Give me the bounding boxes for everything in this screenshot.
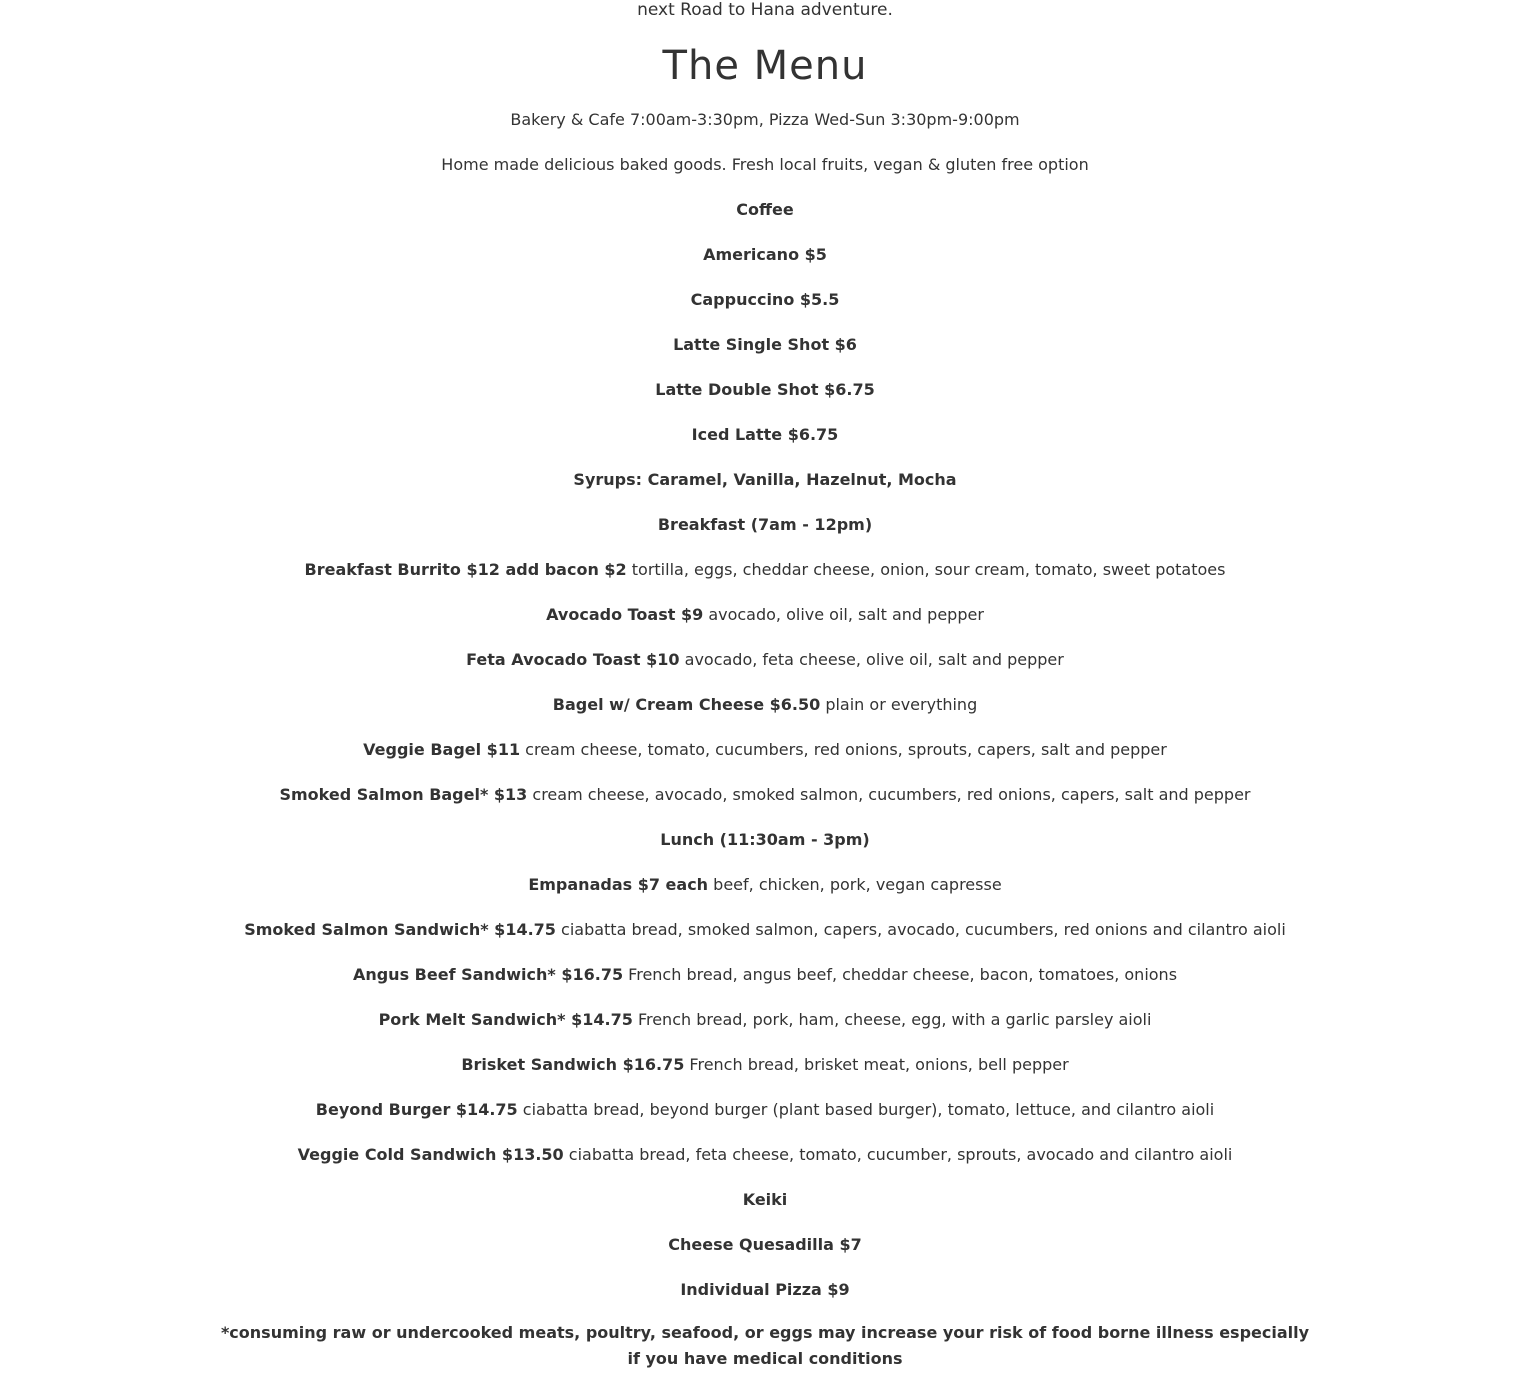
menu-item-description: ciabatta bread, smoked salmon, capers, avocado, cucumbers, red onions and cilantro aioli — [561, 920, 1286, 939]
menu-item-description: French bread, angus beef, cheddar cheese, bacon, tomatoes, onions — [628, 965, 1178, 984]
menu-item — [0, 603, 1530, 627]
menu-item-name: Beyond Burger $14.75 — [315, 1100, 518, 1119]
menu-item — [0, 828, 1530, 852]
menu-item — [0, 1278, 1530, 1302]
menu-item — [0, 378, 1530, 402]
menu-item — [0, 1143, 1530, 1167]
menu-item-description: avocado, olive oil, salt and pepper — [708, 605, 984, 624]
menu-item — [0, 243, 1530, 267]
menu-item-name: Smoked Salmon Bagel* $13 — [279, 785, 528, 804]
menu-item-description: cream cheese, avocado, smoked salmon, cucumbers, red onions, capers, salt and pepper — [532, 785, 1251, 804]
menu-item-name: Cheese Quesadilla $7 — [668, 1235, 862, 1254]
disclaimer-text: *consuming raw or undercooked meats, poultry, seafood, or eggs may increase your risk of food borne illness especially if you have medical conditions — [220, 1323, 1310, 1368]
menu-item-name: Feta Avocado Toast $10 — [466, 650, 680, 669]
menu-item-description: French bread, brisket meat, onions, bell pepper — [689, 1055, 1069, 1074]
menu-item-name: Americano $5 — [703, 245, 827, 264]
menu-item-description: plain or everything — [825, 695, 978, 714]
menu-item — [0, 1233, 1530, 1257]
menu-item-name: Veggie Bagel $11 — [363, 740, 521, 759]
tagline-text: Home made delicious baked goods. Fresh local fruits, vegan & gluten free option — [441, 155, 1089, 174]
menu-item-description: ciabatta bread, feta cheese, tomato, cucumber, sprouts, avocado and cilantro aioli — [568, 1145, 1233, 1164]
menu-item-name: Pork Melt Sandwich* $14.75 — [378, 1010, 633, 1029]
menu-item — [0, 513, 1530, 537]
menu-item — [0, 423, 1530, 447]
menu-item — [0, 1188, 1530, 1212]
menu-item-description: ciabatta bread, beyond burger (plant based burger), tomato, lettuce, and cilantro aioli — [522, 1100, 1215, 1119]
menu-item — [0, 333, 1530, 357]
menu-item-name: Syrups: Caramel, Vanilla, Hazelnut, Mocha — [573, 470, 957, 489]
menu-item-name: Empanadas $7 each — [528, 875, 709, 894]
menu-item — [0, 648, 1530, 672]
menu-item — [0, 468, 1530, 492]
hours-text: Bakery & Cafe 7:00am-3:30pm, Pizza Wed-Sun 3:30pm-9:00pm — [510, 110, 1020, 129]
menu-item-name: Cappuccino $5.5 — [690, 290, 840, 309]
menu-item — [0, 738, 1530, 762]
menu-item-name: Breakfast Burrito $12 add bacon $2 — [304, 560, 627, 579]
menu-item-name: Lunch (11:30am - 3pm) — [660, 830, 870, 849]
menu-item-name: Iced Latte $6.75 — [691, 425, 839, 444]
menu-item-name: Angus Beef Sandwich* $16.75 — [352, 965, 624, 984]
menu-item-name: Keiki — [742, 1190, 788, 1209]
menu-item-name: Latte Single Shot $6 — [673, 335, 857, 354]
menu-item — [0, 198, 1530, 222]
menu-item — [0, 1098, 1530, 1122]
menu-item-name: Avocado Toast $9 — [546, 605, 704, 624]
menu-item — [0, 558, 1530, 582]
menu-item-description: tortilla, eggs, cheddar cheese, onion, sour cream, tomato, sweet potatoes — [631, 560, 1226, 579]
menu-item-description: beef, chicken, pork, vegan capresse — [713, 875, 1002, 894]
menu-item — [0, 1008, 1530, 1032]
menu-item-description: French bread, pork, ham, cheese, egg, with a garlic parsley aioli — [637, 1010, 1152, 1029]
menu-item-description: cream cheese, tomato, cucumbers, red onions, sprouts, capers, salt and pepper — [525, 740, 1167, 759]
menu-item — [0, 693, 1530, 717]
menu-item — [0, 1053, 1530, 1077]
menu-item-description: avocado, feta cheese, olive oil, salt and pepper — [684, 650, 1064, 669]
menu-item — [0, 918, 1530, 942]
menu-item-name: Latte Double Shot $6.75 — [655, 380, 875, 399]
menu-item-name: Individual Pizza $9 — [680, 1280, 850, 1299]
menu-item-name: Brisket Sandwich $16.75 — [461, 1055, 685, 1074]
menu-item-name: Coffee — [736, 200, 794, 219]
menu-item-name: Smoked Salmon Sandwich* $14.75 — [244, 920, 556, 939]
menu-item-name: Breakfast (7am - 12pm) — [657, 515, 873, 534]
menu-item — [0, 963, 1530, 987]
menu-item — [0, 783, 1530, 807]
menu-item — [0, 873, 1530, 897]
menu-item-name: Veggie Cold Sandwich $13.50 — [297, 1145, 564, 1164]
page-title: The Menu — [662, 43, 868, 89]
menu-item — [0, 288, 1530, 312]
intro-text: next Road to Hana adventure. — [637, 0, 893, 20]
menu-item-name: Bagel w/ Cream Cheese $6.50 — [552, 695, 821, 714]
